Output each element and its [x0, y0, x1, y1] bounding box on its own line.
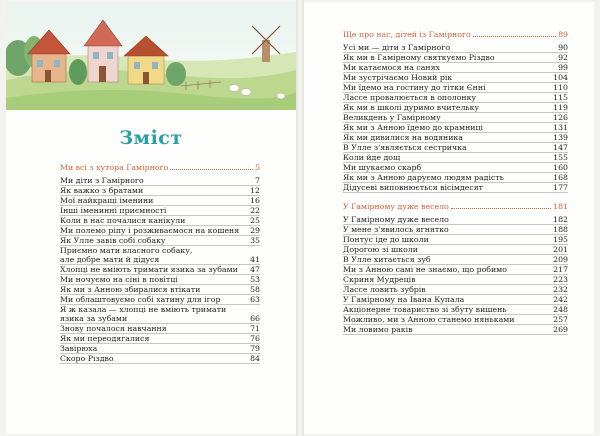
toc-entry[interactable] — [343, 305, 568, 315]
toc-entry-title: Скоро Різдво — [60, 354, 114, 363]
section-page-number: 181 — [553, 202, 568, 211]
toc-entry-page: 115 — [553, 93, 568, 102]
toc-entry-page: 201 — [553, 245, 568, 254]
toc-entry-title: Ми їдемо на гостину до тітки Єнні — [343, 83, 486, 92]
toc-entry-title: Як ми переодягалися — [60, 334, 150, 343]
toc-entry-title: Приємно мати власного собаку, але добре мати й дідуся — [60, 246, 193, 264]
toc-entry[interactable] — [343, 265, 568, 275]
toc-entry-page: 188 — [553, 225, 568, 234]
toc-entry[interactable] — [343, 315, 568, 325]
toc-entry-title: Коли йде дощ — [343, 153, 401, 162]
toc-entry-page: 76 — [250, 334, 260, 343]
toc-entry[interactable] — [60, 334, 260, 344]
toc-left — [60, 160, 260, 364]
toc-entry-page: 242 — [553, 295, 568, 304]
toc-entry[interactable] — [343, 63, 568, 73]
toc-right — [343, 27, 568, 335]
toc-entry-page: 269 — [553, 325, 568, 334]
toc-entry[interactable] — [60, 344, 260, 354]
toc-entry[interactable] — [343, 113, 568, 123]
toc-entry-title: Як ми з Анною даруємо людям радість — [343, 173, 504, 182]
toc-entry[interactable] — [343, 73, 568, 83]
toc-entry-title: Лассе ловить зубрів — [343, 285, 426, 294]
toc-entry-page: 7 — [255, 176, 260, 185]
toc-entry[interactable] — [60, 265, 260, 275]
toc-entry-page: 53 — [250, 275, 260, 284]
section-heading[interactable] — [60, 160, 260, 176]
toc-entry-page: 177 — [553, 183, 568, 192]
toc-entry[interactable] — [60, 324, 260, 334]
toc-entry-title: Хлопці не вміють тримати язика за зубами — [60, 265, 238, 274]
toc-entry[interactable] — [343, 225, 568, 235]
section-heading-label: Ми всі з хутора Гамірного — [60, 163, 169, 172]
toc-entry[interactable] — [60, 295, 260, 305]
toc-entry-page: 16 — [250, 196, 260, 205]
toc-entry[interactable] — [343, 255, 568, 265]
toc-entry-page: 104 — [553, 73, 568, 82]
toc-entry[interactable] — [60, 176, 260, 186]
toc-entry-title: Як ми з Анною збиралися втікати — [60, 285, 201, 294]
toc-entry-title: У Гамірному дуже весело — [343, 215, 449, 224]
village-illustration-svg — [6, 2, 296, 110]
toc-entry-page: 66 — [250, 314, 260, 323]
toc-entry-page: 119 — [553, 103, 568, 112]
toc-entry[interactable] — [60, 285, 260, 295]
toc-entry-title: Як важко з братами — [60, 186, 144, 195]
toc-entry-page: 168 — [553, 173, 568, 182]
toc-entry-page: 257 — [553, 315, 568, 324]
toc-entry[interactable] — [343, 83, 568, 93]
toc-entry-page: 217 — [553, 265, 568, 274]
toc-entry-page: 195 — [553, 235, 568, 244]
section-heading[interactable] — [343, 27, 568, 43]
dot-leader — [170, 169, 253, 170]
toc-entry[interactable] — [343, 275, 568, 285]
toc-entry-title: Коли в нас почалися канікули — [60, 216, 186, 225]
toc-entry[interactable] — [343, 123, 568, 133]
toc-entry-page: 22 — [250, 206, 260, 215]
toc-entry-page: 160 — [553, 163, 568, 172]
toc-entry-title: Я ж казала — хлопці не вміють тримати язика за зубами — [60, 305, 227, 323]
toc-entry[interactable] — [343, 93, 568, 103]
toc-entry-title: Як ми з Анною їдемо до крамниці — [343, 123, 483, 132]
toc-entry-title: Можливо, ми з Анною станемо няньками — [343, 315, 515, 324]
toc-entry-title: Як ми дивилися на водяника — [343, 133, 463, 142]
toc-title: Зміст — [119, 127, 183, 149]
section-page-number: 5 — [255, 163, 260, 172]
toc-entry-page: 29 — [250, 226, 260, 235]
toc-entry[interactable] — [343, 143, 568, 153]
toc-entry[interactable] — [60, 246, 260, 265]
toc-entry-page: 79 — [250, 344, 260, 353]
toc-entry-title: Як ми в Гамірному святкуємо Різдво — [343, 53, 495, 62]
toc-entry[interactable] — [343, 133, 568, 143]
toc-entry[interactable] — [343, 235, 568, 245]
toc-entry[interactable] — [343, 245, 568, 255]
toc-entry-title: Акціонерне товариство зі збуту вишень — [343, 305, 507, 314]
toc-entry[interactable] — [343, 295, 568, 305]
toc-entry[interactable] — [343, 325, 568, 335]
section-heading-label: У Гамірному дуже весело — [343, 202, 449, 211]
toc-entry[interactable] — [343, 163, 568, 173]
section-page-number: 89 — [558, 30, 568, 39]
toc-entry-title: Усі ми — діти з Гамірного — [343, 43, 451, 52]
toc-entry[interactable] — [60, 236, 260, 246]
village-illustration — [6, 2, 296, 110]
toc-entry-title: Ми зустрічаємо Новий рік — [343, 73, 453, 82]
toc-entry[interactable] — [343, 183, 568, 193]
toc-entry-page: 58 — [250, 285, 260, 294]
toc-entry-title: Ми з Анною самі не знаємо, що робимо — [343, 265, 507, 274]
toc-entry-title: Як Улле завів собі собаку — [60, 236, 166, 245]
toc-entry-title: Понтус іде до школи — [343, 235, 429, 244]
toc-entry[interactable] — [60, 196, 260, 206]
toc-entry-title: В Улле хитається зуб — [343, 255, 431, 264]
toc-entry-page: 232 — [553, 285, 568, 294]
toc-entry-title: Лассе провалюється в ополонку — [343, 93, 477, 102]
dot-leader — [473, 36, 556, 37]
toc-entry-page: 248 — [553, 305, 568, 314]
toc-entry-page: 110 — [553, 83, 568, 92]
toc-entry-page: 126 — [553, 113, 568, 122]
toc-entry-page: 182 — [553, 215, 568, 224]
toc-entry-page: 209 — [553, 255, 568, 264]
toc-entry[interactable] — [60, 206, 260, 216]
toc-entry-title: Великдень у Гамірному — [343, 113, 441, 122]
toc-entry-page: 84 — [250, 354, 260, 363]
toc-entry-page: 147 — [553, 143, 568, 152]
toc-entry-title: Ми облаштовуємо собі хатину для ігор — [60, 295, 221, 304]
toc-entry[interactable] — [343, 53, 568, 63]
toc-entry-title: Ми ловимо раків — [343, 325, 413, 334]
toc-entry-title: Ми діти з Гамірного — [60, 176, 144, 185]
toc-entry[interactable] — [60, 226, 260, 236]
toc-entry-page: 12 — [250, 186, 260, 195]
toc-entry[interactable] — [343, 215, 568, 225]
toc-entry-title: У Гамірному на Івана Купала — [343, 295, 465, 304]
toc-entry[interactable] — [60, 186, 260, 196]
toc-entry[interactable] — [343, 285, 568, 295]
toc-entry-page: 25 — [250, 216, 260, 225]
toc-entry-page: 223 — [553, 275, 568, 284]
toc-entry[interactable] — [343, 153, 568, 163]
toc-entry-title: Дідусеві виповнюється вісімдесят — [343, 183, 483, 192]
toc-entry[interactable] — [60, 275, 260, 285]
toc-entry[interactable] — [343, 103, 568, 113]
toc-entry-page: 71 — [250, 324, 260, 333]
toc-entry-title: Ми катаємося на санях — [343, 63, 440, 72]
section-heading-label: Ще про нас, дітей із Гамірного — [343, 30, 471, 39]
toc-entry-page: 92 — [558, 53, 568, 62]
toc-entry-title: У мене з'явилось ягнятко — [343, 225, 449, 234]
toc-entry-title: Скриня Мудреців — [343, 275, 416, 284]
toc-entry[interactable] — [60, 354, 260, 364]
toc-entry-title: Завірюха — [60, 344, 98, 353]
toc-entry[interactable] — [60, 305, 260, 324]
toc-entry-title: Знову почалося навчання — [60, 324, 167, 333]
toc-entry-title: Дорогою зі школи — [343, 245, 418, 254]
toc-entry-title: Мої найкращі іменини — [60, 196, 154, 205]
toc-entry-page: 90 — [558, 43, 568, 52]
dot-leader — [451, 208, 551, 209]
toc-entry[interactable] — [60, 216, 260, 226]
toc-entry-title: Ми шукаємо скарб — [343, 163, 422, 172]
toc-entry-page: 139 — [553, 133, 568, 142]
toc-entry-title: В Улле з'являється сестричка — [343, 143, 467, 152]
toc-entry-page: 63 — [250, 295, 260, 304]
toc-entry-title: Інші іменинні приємності — [60, 206, 167, 215]
book-gutter — [296, 0, 304, 436]
toc-entry[interactable] — [343, 173, 568, 183]
toc-entry-page: 35 — [250, 236, 260, 245]
toc-entry[interactable] — [343, 43, 568, 53]
toc-entry-title: Ми ночуємо на сіні в повітці — [60, 275, 178, 284]
toc-entry-page: 131 — [553, 123, 568, 132]
toc-entry-title: Як ми в школі дуримо вчительку — [343, 103, 480, 112]
toc-entry-title: Ми полемо ріпу і розживаємося на кошеня — [60, 226, 240, 235]
toc-entry-page: 99 — [558, 63, 568, 72]
toc-entry-page: 155 — [553, 153, 568, 162]
section-heading[interactable] — [343, 199, 568, 215]
toc-entry-page: 47 — [250, 265, 260, 274]
toc-entry-page: 41 — [250, 255, 260, 264]
